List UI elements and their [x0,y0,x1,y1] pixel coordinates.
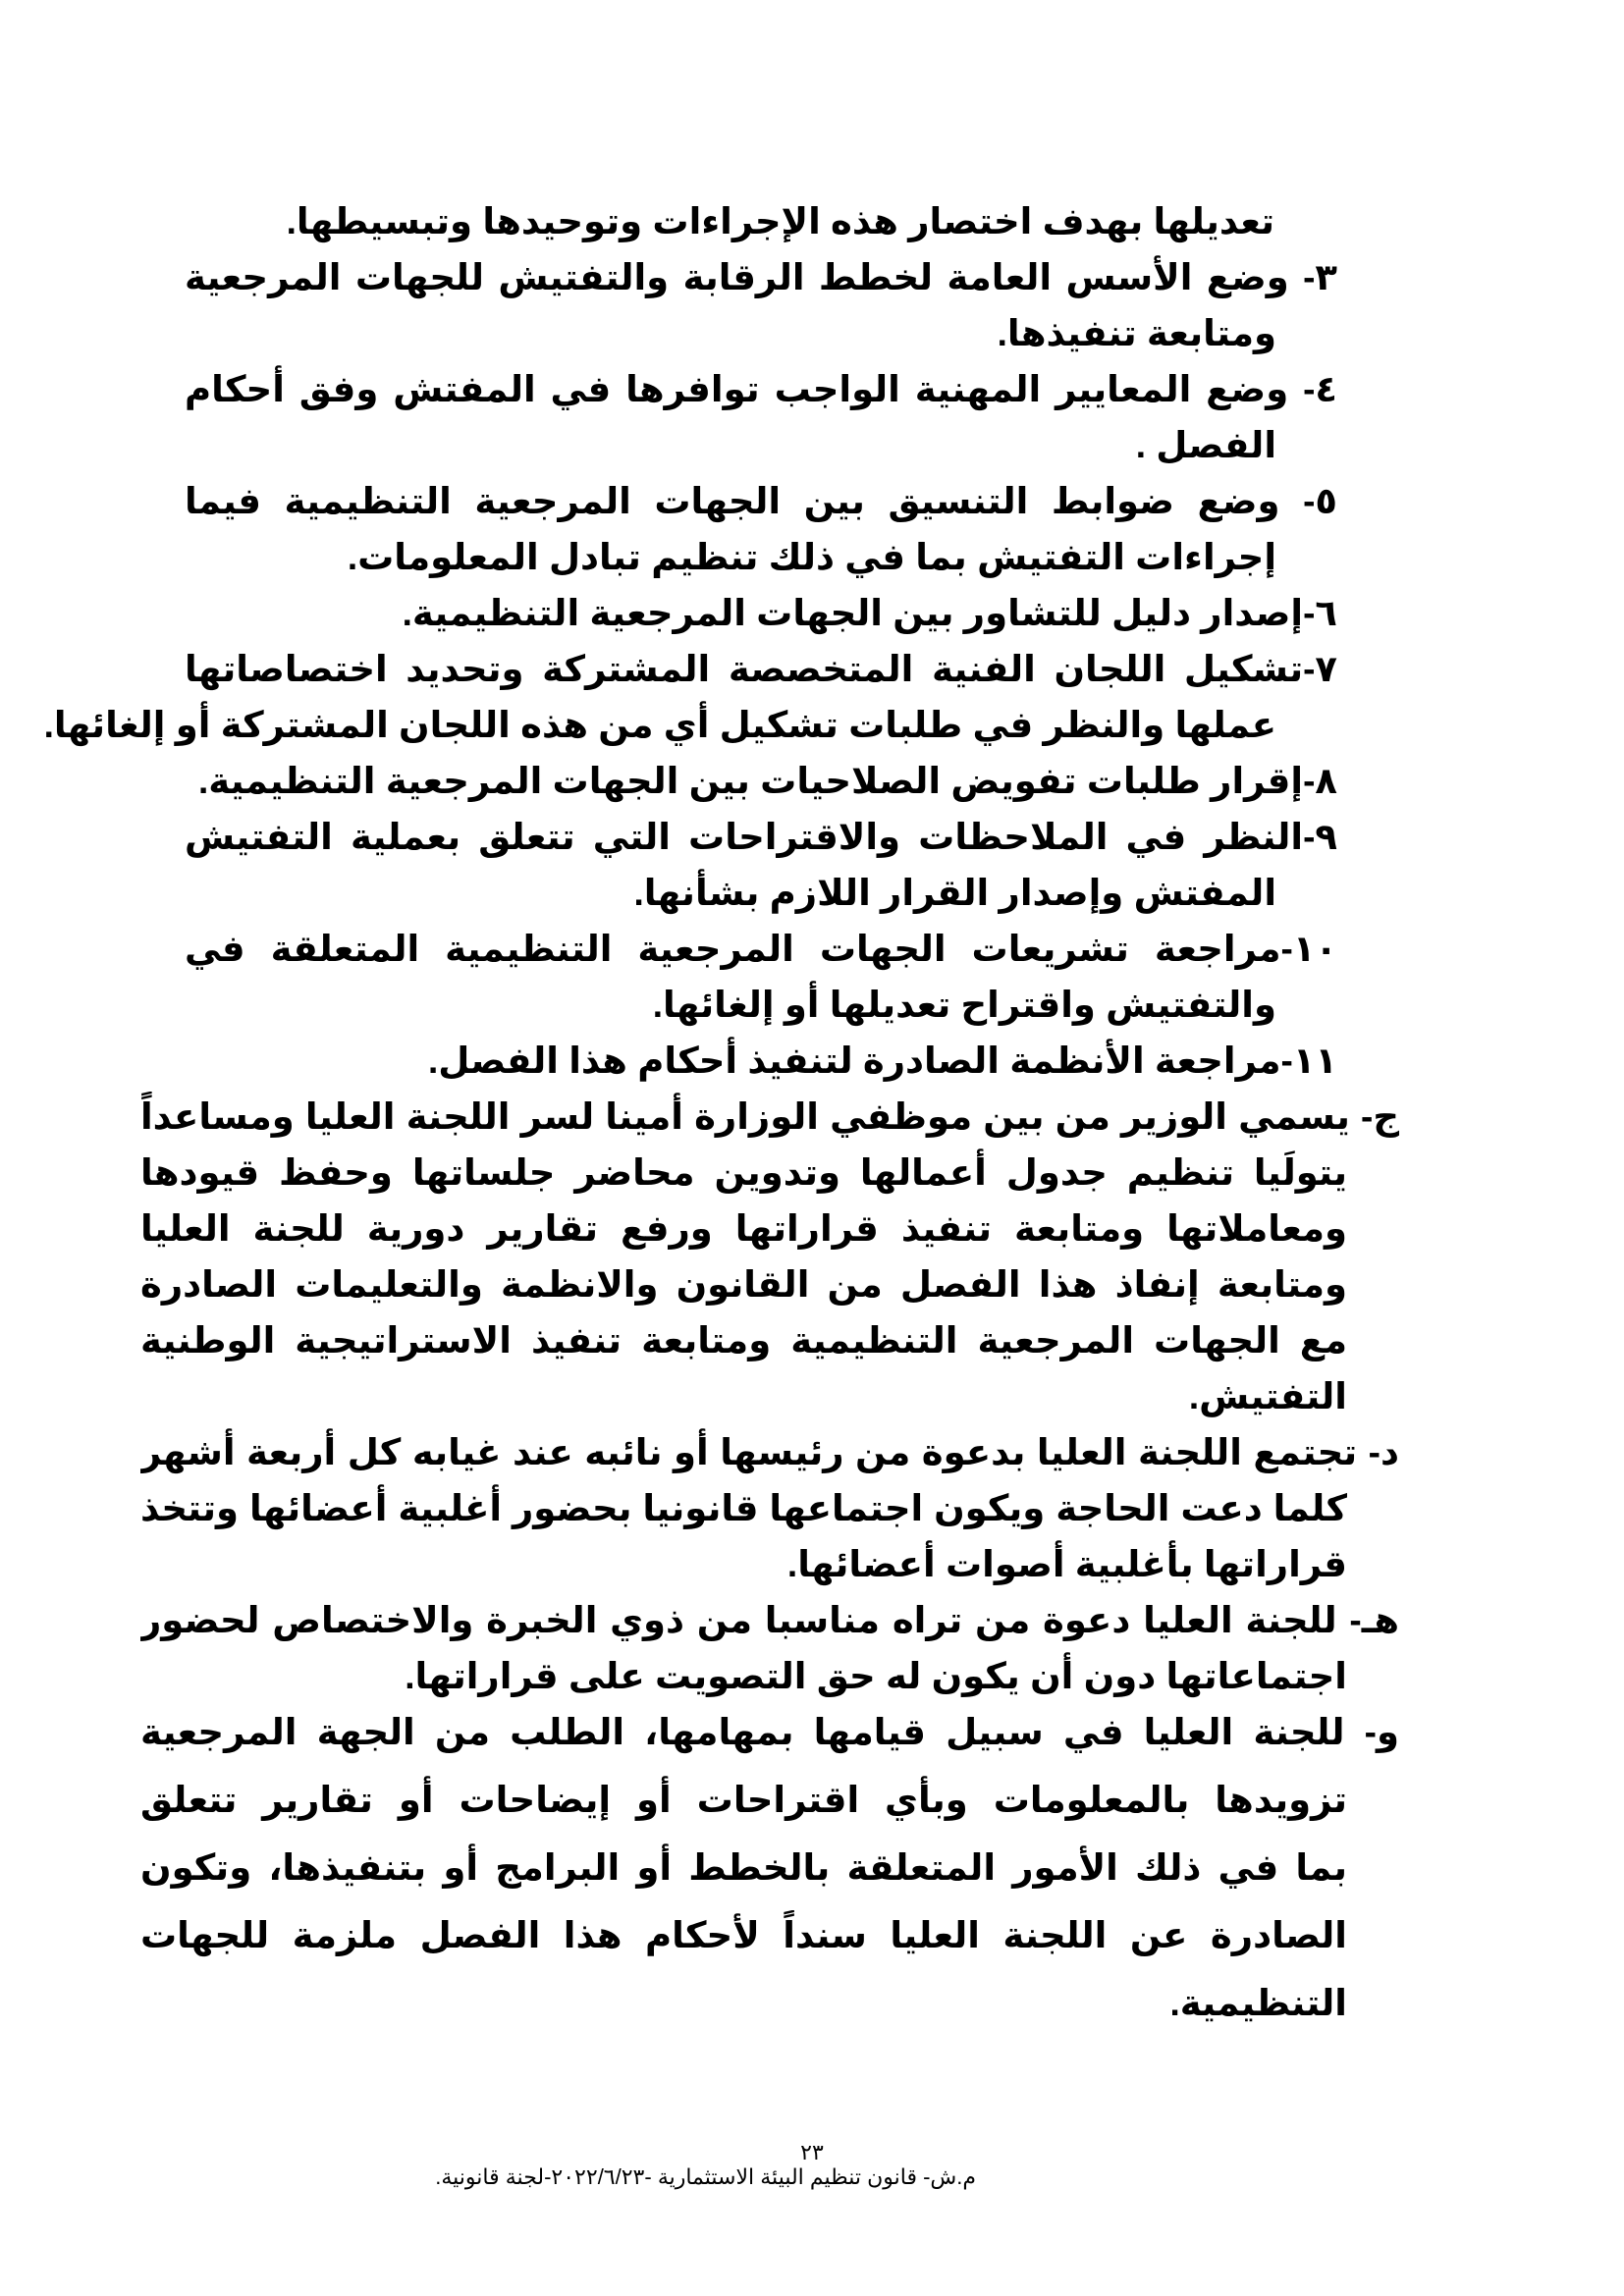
list-item-line: عملها والنظر في طلبات تشكيل أي من هذه اللجان المشتركة أو إلغائها. [43,705,1276,745]
clause-line: مع الجهات المرجعية التنظيمية ومتابعة تنفيذ الاستراتيجية الوطنية [140,1320,1347,1361]
list-item-line: ٦-إصدار دليل للتشاور بين الجهات المرجعية التنظيمية. [402,593,1337,633]
clause-line: كلما دعت الحاجة ويكون اجتماعها قانونيا بحضور أغلبية أعضائها وتتخذ [140,1488,1347,1528]
page-number: ٢٣ [800,2140,824,2164]
clause-line: اجتماعاتها دون أن يكون له حق التصويت على قراراتها. [405,1656,1347,1696]
list-item-line: ٧-تشكيل اللجان الفنية المتخصصة المشتركة وتحديد اختصاصاتها [185,649,1337,689]
list-item-line: ٤- وضع المعايير المهنية الواجب توافرها في المفتش وفق أحكام [185,369,1337,409]
page-footer: م.ش- قانون تنظيم البيئة الاستثمارية -٢٠٢٢/٦/٢٣-لجنة قانونية. [435,2164,976,2189]
list-item-line: ٨-إقرار طلبات تفويض الصلاحيات بين الجهات المرجعية التنظيمية. [197,761,1337,801]
clause-line: ومتابعة إنفاذ هذا الفصل من القانون والانظمة والتعليمات الصادرة [140,1264,1347,1305]
list-item-line: ٥- وضع ضوابط التنسيق بين الجهات المرجعية التنظيمية فيما [185,481,1337,521]
list-item-line: ٩-النظر في الملاحظات والاقتراحات التي تتعلق بعملية التفتيش [185,817,1337,857]
clause-line: د- تجتمع اللجنة العليا بدعوة من رئيسها أو نائبه عند غيابه كل أربعة أشهر [140,1432,1399,1472]
clause-line: الصادرة عن اللجنة العليا سنداً لأحكام هذا الفصل ملزمة للجهات [140,1915,1347,1955]
list-item-line: الفصل . [1135,425,1276,465]
list-item-line: ١٠-مراجعة تشريعات الجهات المرجعية التنظيمية المتعلقة في [185,929,1337,969]
list-item-line: المفتش وإصدار القرار اللازم بشأنها. [633,873,1276,913]
clause-line: التنظيمية. [1169,1983,1347,2023]
clause-line: تزويدها بالمعلومات وبأي اقتراحات أو إيضاحات أو تقارير تتعلق [140,1780,1347,1820]
clause-line: قراراتها بأغلبية أصوات أعضائها. [786,1544,1347,1584]
intro-line: تعديلها بهدف اختصار هذه الإجراءات وتوحيدها وتبسيطها. [286,201,1274,241]
list-item-line: والتفتيش واقتراح تعديلها أو إلغائها. [652,985,1276,1025]
clause-line: و- للجنة العليا في سبيل قيامها بمهامها، الطلب من الجهة المرجعية [140,1712,1399,1752]
clause-line: هـ- للجنة العليا دعوة من تراه مناسبا من ذوي الخبرة والاختصاص لحضور [140,1600,1399,1640]
list-item-line: ٣- وضع الأسس العامة لخطط الرقابة والتفتيش للجهات المرجعية [185,257,1337,297]
list-item-line: إجراءات التفتيش بما في ذلك تنظيم تبادل المعلومات. [347,537,1276,577]
clause-line: ج- يسمي الوزير من بين موظفي الوزارة أمينا لسر اللجنة العليا ومساعداً [140,1096,1399,1137]
clause-line: بما في ذلك الأمور المتعلقة بالخطط أو البرامج أو بتنفيذها، وتكون [140,1847,1347,1888]
clause-line: ومعاملاتها ومتابعة تنفيذ قراراتها ورفع تقارير دورية للجنة العليا [140,1208,1347,1249]
list-item-line: ومتابعة تنفيذها. [997,313,1276,353]
clause-line: يتولَيا تنظيم جدول أعمالها وتدوين محاضر جلساتها وحفظ قيودها [140,1152,1347,1193]
clause-line: التفتيش. [1188,1376,1347,1416]
list-item-line: ١١-مراجعة الأنظمة الصادرة لتنفيذ أحكام هذا الفصل. [428,1041,1337,1081]
